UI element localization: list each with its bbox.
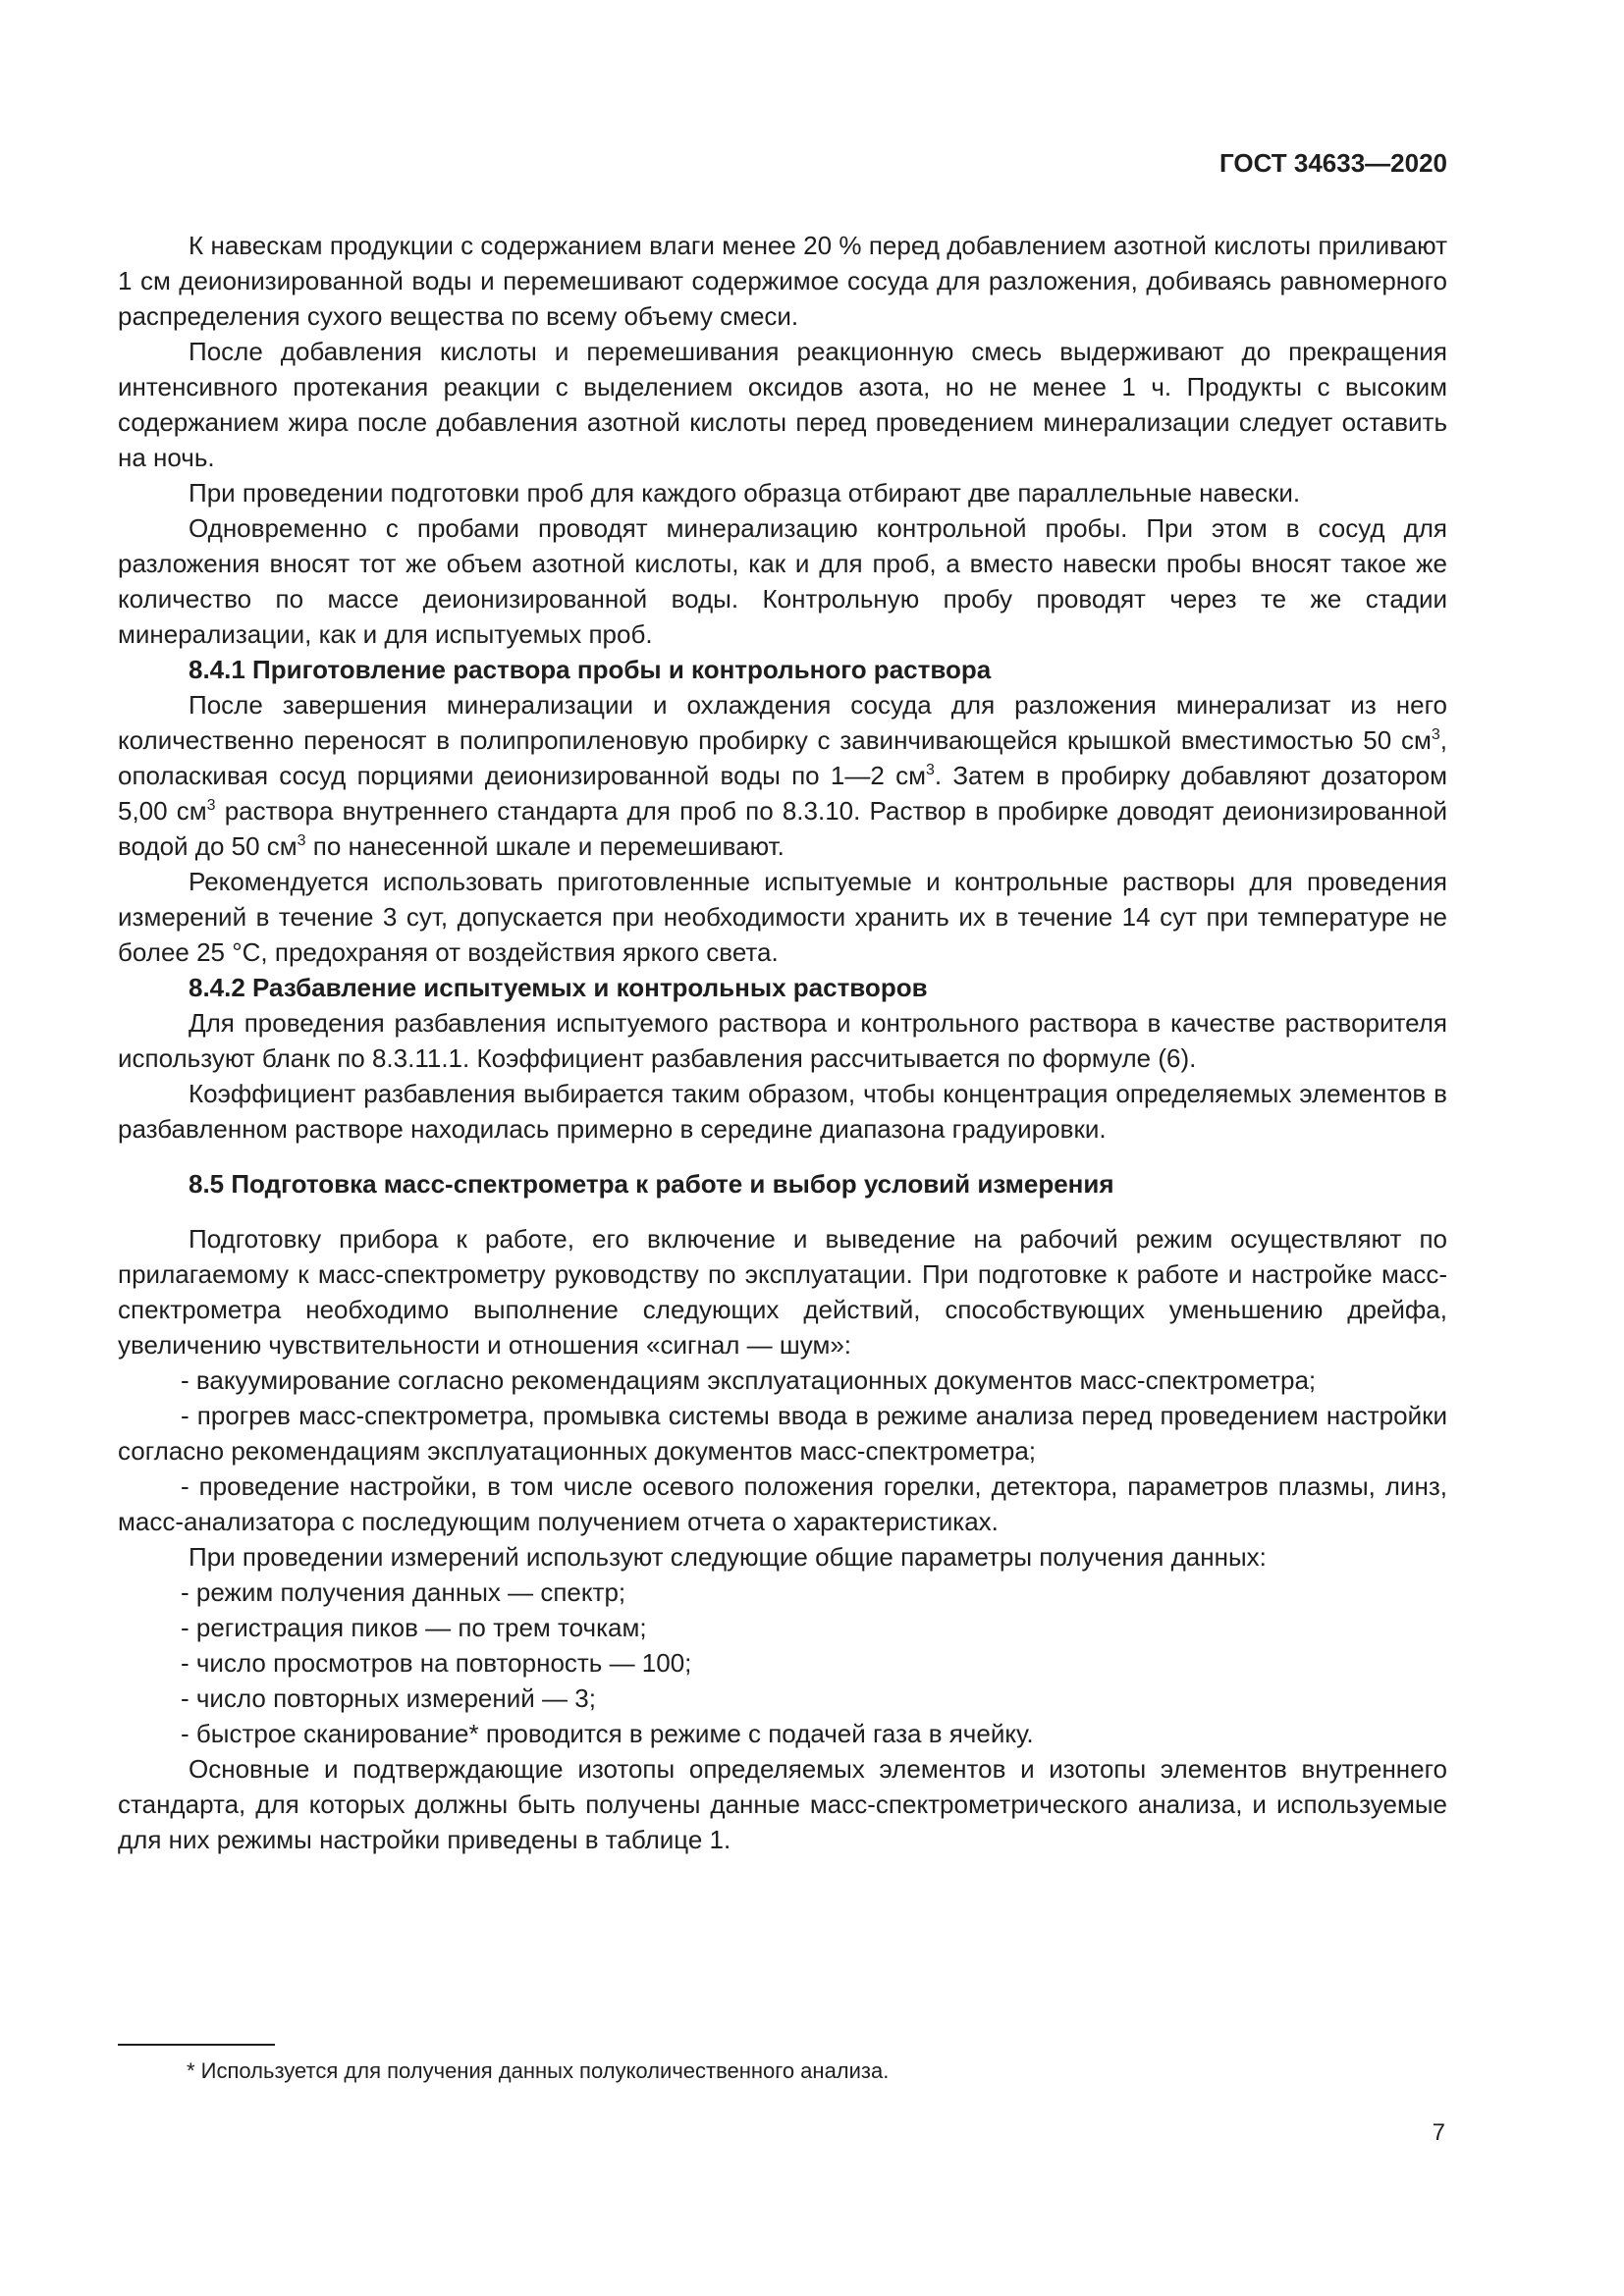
paragraph: Одновременно с пробами проводят минерализацию контрольной пробы. При этом в сосуд для разложения вносят тот же объем азотной кислоты, как и для проб, а вместо навески пробы вносят такое же количество по массе деионизированной воды. Контрольную пробу проводят через те же стадии минерализации, как и для испытуемых проб. xyxy=(118,513,1447,649)
subsection-heading: 8.4.2 Разбавление испытуемых и контрольных растворов xyxy=(189,973,928,1002)
paragraph: К навескам продукции с содержанием влаги менее 20 % перед добавлением азотной кислоты приливают 1 см деионизированной воды и перемешивают содержимое сосуда для разложения, добиваясь равномерного распределения сухого вещества по всему объему смеси. xyxy=(118,231,1447,331)
text-run: , ополаскивая сосуд порциями деионизированной воды по 1—2 см xyxy=(118,725,1447,790)
paragraph: При проведении измерений используют следующие общие параметры получения данных: xyxy=(189,1542,1267,1572)
paragraph: Коэффициент разбавления выбирается таким образом, чтобы концентрация определяемых элементов в разбавленном растворе находилась примерно в середине диапазона градуировки. xyxy=(118,1079,1447,1144)
document-body xyxy=(118,228,1447,1857)
text-run: по нанесенной шкале и перемешивают. xyxy=(305,831,785,861)
paragraph-with-superscripts xyxy=(118,687,1447,864)
paragraph: Подготовку прибора к работе, его включение и выведение на рабочий режим осуществляют по прилагаемому к масс-спектрометру руководству по эксплуатации. При подготовке к работе и настройке масс-спектрометра необходимо выполнение следующих действий, способствующих уменьшению дрейфа, увеличению чувствительности и отношения «сигнал — шум»: xyxy=(118,1224,1447,1360)
list-item: - быстрое сканирование* проводится в режиме с подачей газа в ячейку. xyxy=(181,1719,1034,1748)
text-run: После завершения минерализации и охлаждения сосуда для разложения минерализат из него количественно переносят в полипропиленовую пробирку с завинчивающейся крышкой вместимостью 50 см xyxy=(118,690,1447,755)
list-item: - проведение настройки, в том числе осевого положения горелки, детектора, параметров плазмы, линз, масс-анализатора с последующим получением отчета о характеристиках. xyxy=(118,1471,1447,1536)
list-item: - режим получения данных — спектр; xyxy=(181,1577,626,1607)
footnote: * Используется для получения данных полуколичественного анализа. xyxy=(187,2058,890,2083)
footnote-divider xyxy=(118,2044,275,2046)
section-heading: 8.5 Подготовка масс-спектрометра к работе и выбор условий измерения xyxy=(189,1169,1114,1199)
list-item: - регистрация пиков — по трем точкам; xyxy=(181,1613,647,1642)
list-item: - число повторных измерений — 3; xyxy=(181,1683,596,1713)
text-run: раствора внутреннего стандарта для проб по 8.3.10. Раствор в пробирке доводят деионизированной водой до 50 см xyxy=(118,796,1447,861)
page-number: 7 xyxy=(1432,2119,1445,2146)
superscript: 3 xyxy=(1431,726,1440,743)
paragraph: Рекомендуется использовать приготовленные испытуемые и контрольные растворы для проведения измерений в течение 3 сут, допускается при необходимости хранить их в течение 14 сут при температуре не более 25 °С, предохраняя от воздействия яркого света. xyxy=(118,867,1447,967)
superscript: 3 xyxy=(297,832,306,849)
paragraph: При проведении подготовки проб для каждого образца отбирают две параллельные навески. xyxy=(189,478,1301,507)
text-run: . Затем в пробирку добавляют дозатором 5,00 см xyxy=(118,761,1447,826)
paragraph: Основные и подтверждающие изотопы определяемых элементов и изотопы элементов внутреннего стандарта, для которых должны быть получены данные масс-спектрометрического анализа, и используемые для них режимы настройки приведены в таблице 1. xyxy=(118,1754,1447,1854)
paragraph: Для проведения разбавления испытуемого раствора и контрольного раствора в качестве растворителя используют бланк по 8.3.11.1. Коэффициент разбавления рассчитывается по формуле (6). xyxy=(118,1008,1447,1073)
list-item: - число просмотров на повторность — 100; xyxy=(181,1648,692,1678)
list-item: - вакуумирование согласно рекомендациям эксплуатационных документов масс-спектрометра; xyxy=(181,1365,1317,1395)
list-item: - прогрев масс-спектрометра, промывка системы ввода в режиме анализа перед проведением настройки согласно рекомендациям эксплуатационных документов масс-спектрометра; xyxy=(118,1401,1447,1466)
document-number: ГОСТ 34633—2020 xyxy=(1219,148,1447,178)
subsection-heading: 8.4.1 Приготовление раствора пробы и контрольного раствора xyxy=(189,655,992,684)
paragraph: После добавления кислоты и перемешивания реакционную смесь выдерживают до прекращения интенсивного протекания реакции с выделением оксидов азота, но не менее 1 ч. Продукты с высоким содержанием жира после добавления азотной кислоты перед проведением минерализации следует оставить на ночь. xyxy=(118,337,1447,472)
superscript: 3 xyxy=(206,797,216,814)
superscript: 3 xyxy=(925,762,935,778)
